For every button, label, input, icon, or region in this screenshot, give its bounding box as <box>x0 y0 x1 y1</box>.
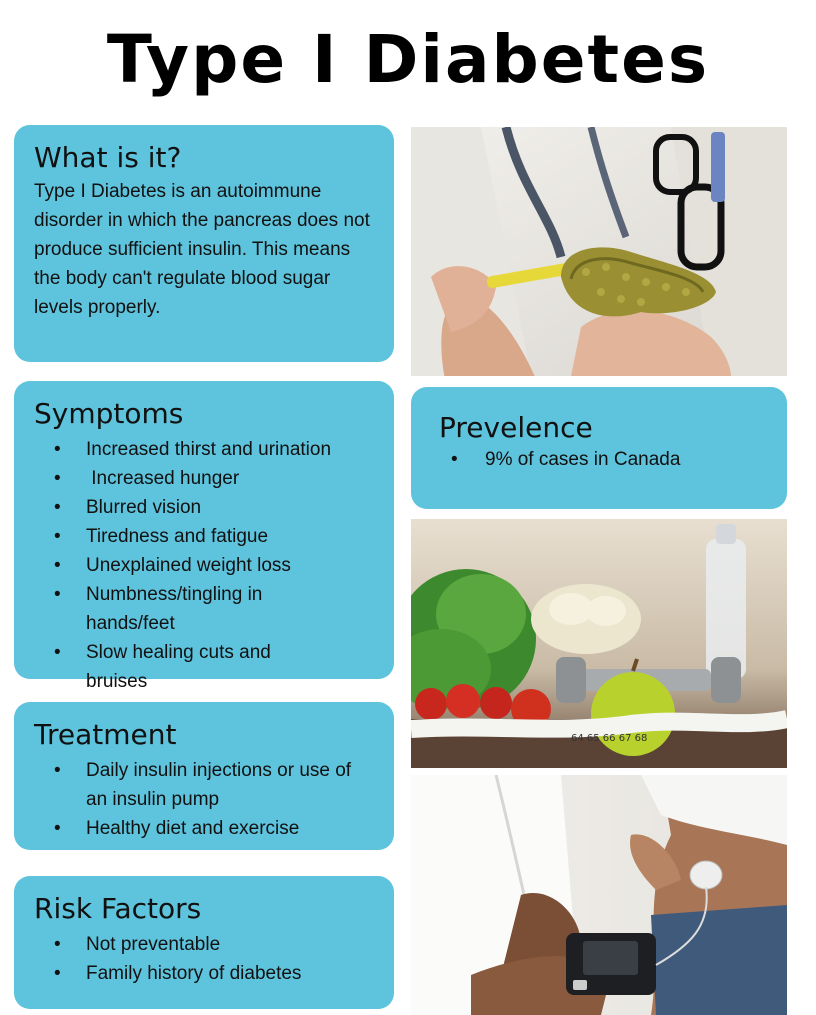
bullet-icon: • <box>54 468 61 489</box>
page-title: Type I Diabetes <box>106 21 710 98</box>
bullet-icon: • <box>54 760 61 781</box>
list-item: • Family history of diabetes <box>34 959 374 988</box>
bullet-icon: • <box>54 818 61 839</box>
treatment-heading: Treatment <box>34 718 177 751</box>
risk-factors-card <box>14 876 394 1009</box>
bullet-icon: • <box>54 584 61 605</box>
list-item: • Unexplained weight loss <box>34 551 334 580</box>
list-item: • Blurred vision <box>34 493 334 522</box>
risk-factors-list <box>34 930 374 988</box>
symptoms-card <box>14 381 394 692</box>
what-is-it-text: Type I Diabetes is an autoimmune disorder in which the pancreas does not produce sufficient insulin. This means the body can't regulate blood sugar levels properly. <box>34 181 370 318</box>
bullet-icon: • <box>451 449 458 470</box>
bullet-icon: • <box>54 642 61 663</box>
risk-factors-heading: Risk Factors <box>34 892 202 925</box>
what-is-it-card <box>14 125 394 362</box>
list-item: • Tiredness and fatigue <box>34 522 334 551</box>
list-item: • Not preventable <box>34 930 374 959</box>
list-item: • 9% of cases in Canada <box>439 445 759 474</box>
symptoms-heading: Symptoms <box>34 397 184 430</box>
bullet-icon: • <box>54 934 61 955</box>
bullet-icon: • <box>54 439 61 460</box>
prevalence-heading: Prevelence <box>439 411 593 444</box>
list-item: • Slow healing cuts and bruises <box>34 638 334 696</box>
prevalence-card <box>411 387 787 509</box>
prevalence-list <box>439 445 759 474</box>
healthy-food-photo <box>411 519 787 768</box>
treatment-list <box>34 756 364 843</box>
list-item: • Increased thirst and urination <box>34 435 334 464</box>
bullet-icon: • <box>54 526 61 547</box>
bullet-icon: • <box>54 555 61 576</box>
doctor-pancreas-photo <box>411 127 787 376</box>
bullet-icon: • <box>54 963 61 984</box>
list-item: • Healthy diet and exercise <box>34 814 364 843</box>
insulin-pump-photo <box>411 775 787 1015</box>
tape-numbers: 64 65 66 67 68 <box>571 733 648 744</box>
treatment-card <box>14 702 394 850</box>
symptoms-list <box>34 435 334 696</box>
list-item: • Numbness/tingling in hands/feet <box>34 580 276 638</box>
list-item: • Daily insulin injections or use of an insulin pump <box>34 756 364 814</box>
list-item: • Increased hunger <box>34 464 334 493</box>
bullet-icon: • <box>54 497 61 518</box>
what-is-it-heading: What is it? <box>34 141 182 174</box>
